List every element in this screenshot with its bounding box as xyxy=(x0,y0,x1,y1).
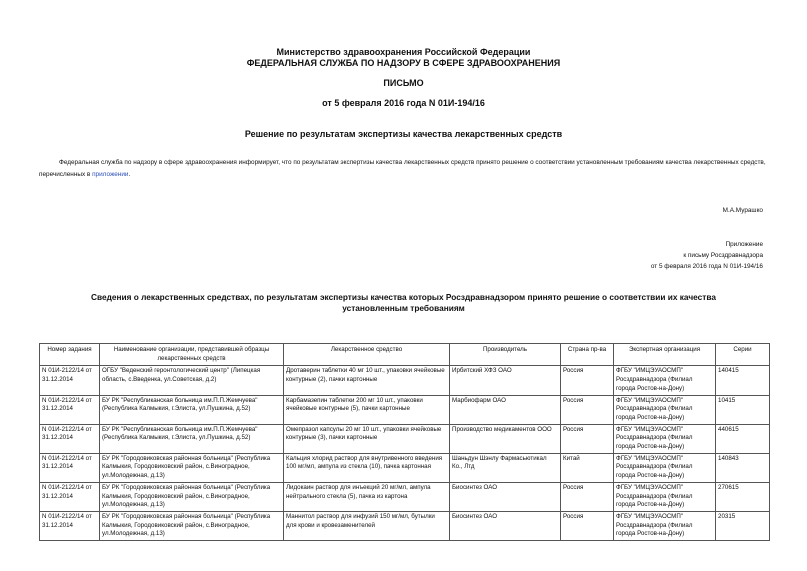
table-row xyxy=(40,453,770,482)
service-name: ФЕДЕРАЛЬНАЯ СЛУЖБА ПО НАДЗОРУ В СФЕРЕ ЗДРАВООХРАНЕНИЯ xyxy=(246,58,561,68)
cell-medicine: Маннитол раствор для инфузий 150 мг/мл, бутылки для крови и кровезаменителей xyxy=(284,511,450,540)
document-type: ПИСЬМО xyxy=(383,78,424,88)
cell-organization: БУ РК "Городовиковская районная больница" (Республика Калмыкия, Городовиковский район, с.Виноградное, ул.Молодежная, д.13) xyxy=(100,453,284,482)
appendix-block xyxy=(651,239,763,272)
table-row xyxy=(40,424,770,453)
appendix-link[interactable]: приложении xyxy=(92,171,129,178)
cell-task-number: N 01И-2122/14 от 31.12.2014 xyxy=(40,511,100,540)
cell-task-number: N 01И-2122/14 от 31.12.2014 xyxy=(40,424,100,453)
table-header-row xyxy=(40,344,770,366)
cell-expert-org: ФГБУ "ИМЦЭУАОСМП" Росздравнадзора (Филиал города Ростов-на-Дону) xyxy=(614,424,716,453)
cell-organization: БУ РК "Республиканская больница им.П.П.Жемчуева" (Республика Калмыкия, г.Элиста, ул.Пушкина, д.52) xyxy=(100,395,284,424)
table-row xyxy=(40,395,770,424)
cell-series: 270615 xyxy=(716,482,770,511)
medicines-table xyxy=(39,343,770,541)
intro-paragraph xyxy=(39,157,769,181)
cell-task-number: N 01И-2122/14 от 31.12.2014 xyxy=(40,366,100,395)
cell-country: Китай xyxy=(561,453,614,482)
cell-organization: БУ РК "Республиканская больница им.П.П.Жемчуева" (Республика Калмыкия, г.Элиста, ул.Пушкина, д.52) xyxy=(100,424,284,453)
cell-series: 20315 xyxy=(716,511,770,540)
cell-organization: БУ РК "Городовиковская районная больница" (Республика Калмыкия, Городовиковский район, с.Виноградное, ул.Молодежная, д.13) xyxy=(100,482,284,511)
table-row xyxy=(40,366,770,395)
ministry-name: Министерство здравоохранения Российской Федерации xyxy=(276,47,531,57)
cell-medicine: Кальция хлорид раствор для внутривенного введения 100 мг/мл, ампула из стекла (10), пачка картонная xyxy=(284,453,450,482)
cell-country: Россия xyxy=(561,511,614,540)
cell-medicine: Дротаверин таблетки 40 мг 10 шт., упаковки ячейковые контурные (2), пачки картонные xyxy=(284,366,450,395)
cell-country: Россия xyxy=(561,366,614,395)
cell-task-number: N 01И-2122/14 от 31.12.2014 xyxy=(40,395,100,424)
header-task-number: Номер задания xyxy=(40,344,100,366)
table-title: Сведения о лекарственных средствах, по результатам экспертизы качества которых Росздравнадзором принято решение о соответствии их качества установленным требованиям xyxy=(91,292,716,313)
header-medicine: Лекарственное средство xyxy=(284,344,450,366)
cell-manufacturer: Производство медикаментов ООО xyxy=(450,424,561,453)
cell-manufacturer: Ирбитский ХФЗ ОАО xyxy=(450,366,561,395)
cell-series: 140843 xyxy=(716,453,770,482)
cell-expert-org: ФГБУ "ИМЦЭУАОСМП" Росздравнадзора (Филиал города Ростов-на-Дону) xyxy=(614,482,716,511)
header-organization: Наименование организации, представившей образцы лекарственных средств xyxy=(100,344,284,366)
cell-country: Россия xyxy=(561,482,614,511)
cell-expert-org: ФГБУ "ИМЦЭУАОСМП" Росздравнадзора (Филиал города Ростов-на-Дону) xyxy=(614,453,716,482)
cell-medicine: Карбамазепин таблетки 200 мг 10 шт., упаковки ячейковые контурные (5), пачки картонные xyxy=(284,395,450,424)
intro-text: Федеральная служба по надзору в сфере здравоохранения информирует, что по результатам экспертизы качества лекарственных средств принято решение о соответствии установленным требованиям качества лекарственных средств, перечисленных в xyxy=(39,159,766,178)
cell-organization: ОГБУ "Веденский геронтологический центр" (Липецкая область, с.Введенка, ул.Советская, д.2) xyxy=(100,366,284,395)
appendix-line-1: Приложение xyxy=(725,241,763,248)
appendix-line-2: к письму Росздравнадзора xyxy=(683,252,763,259)
document-date: от 5 февраля 2016 года N 01И-194/16 xyxy=(322,98,485,108)
cell-manufacturer: Биосинтез ОАО xyxy=(450,482,561,511)
cell-country: Россия xyxy=(561,424,614,453)
cell-country: Россия xyxy=(561,395,614,424)
cell-series: 440615 xyxy=(716,424,770,453)
header-expert-org: Экспертная организация xyxy=(614,344,716,366)
header-manufacturer: Производитель xyxy=(450,344,561,366)
table-row xyxy=(40,482,770,511)
table-row xyxy=(40,511,770,540)
appendix-line-3: от 5 февраля 2016 года N 01И-194/16 xyxy=(650,263,763,270)
intro-text-end: . xyxy=(128,171,131,178)
header-series: Серии xyxy=(716,344,770,366)
cell-expert-org: ФГБУ "ИМЦЭУАОСМП" Росздравнадзора (Филиал города Ростов-на-Дону) xyxy=(614,366,716,395)
cell-manufacturer: Марбиофарм ОАО xyxy=(450,395,561,424)
cell-series: 140415 xyxy=(716,366,770,395)
cell-task-number: N 01И-2122/14 от 31.12.2014 xyxy=(40,482,100,511)
cell-task-number: N 01И-2122/14 от 31.12.2014 xyxy=(40,453,100,482)
document-subject: Решение по результатам экспертизы качества лекарственных средств xyxy=(244,129,563,139)
cell-expert-org: ФГБУ "ИМЦЭУАОСМП" Росздравнадзора (Филиал города Ростов-на-Дону) xyxy=(614,511,716,540)
cell-manufacturer: Шаньдун Шэнлу Фармасьютикал Ко., Лтд xyxy=(450,453,561,482)
cell-series: 10415 xyxy=(716,395,770,424)
cell-medicine: Омепразол капсулы 20 мг 10 шт., упаковки ячейковые контурные (3), пачки картонные xyxy=(284,424,450,453)
signature: М.А.Мурашко xyxy=(722,207,763,214)
cell-manufacturer: Биосинтез ОАО xyxy=(450,511,561,540)
cell-expert-org: ФГБУ "ИМЦЭУАОСМП" Росздравнадзора (Филиал города Ростов-на-Дону) xyxy=(614,395,716,424)
cell-organization: БУ РК "Городовиковская районная больница" (Республика Калмыкия, Городовиковский район, с.Виноградное, ул.Молодежная, д.13) xyxy=(100,511,284,540)
header-country: Страна пр-ва xyxy=(561,344,614,366)
cell-medicine: Лидокаин раствор для инъекций 20 мг/мл, ампула нейтрального стекла (5), пачка из картона xyxy=(284,482,450,511)
